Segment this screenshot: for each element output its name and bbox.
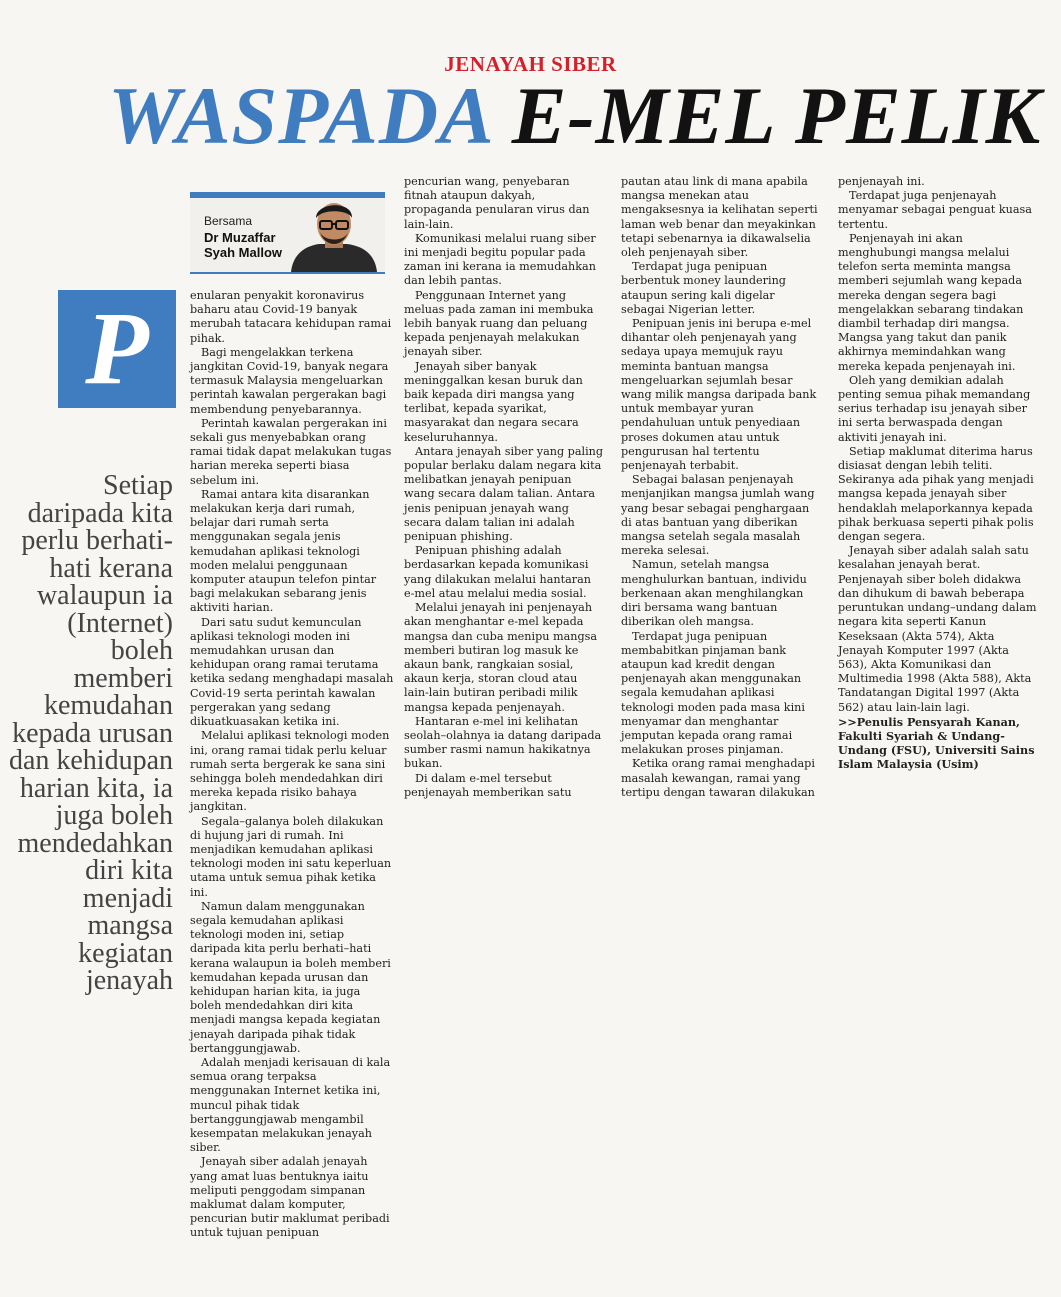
byline-box bbox=[190, 192, 385, 274]
article-paragraph: Terdapat juga penjenayah menyamar sebagai penguat kuasa tertentu. bbox=[838, 189, 1032, 231]
article-paragraph: pautan atau link di mana apabila mangsa menekan atau mengaksesnya ia kelihatan seperti laman web benar dan meyakinkan tetapi sebenarnya ia dikawalselia oleh penjenayah siber. bbox=[621, 175, 818, 260]
article-paragraph: Jenayah siber adalah salah satu kesalahan jenayah berat. Penjenayah siber boleh didakwa dan dihukum di bawah beberapa peruntukan undang–undang dalam negara kita seperti Kanun Keseksaan (Akta 574), Akta Jenayah Komputer 1997 (Akta 563), Akta Komunikasi dan Multimedia 1998 (Akta 588), Akta Tandatangan Digital 1997 (Akta 562) atau lain-lain lagi. bbox=[838, 544, 1037, 714]
article-column-3 bbox=[621, 175, 821, 800]
article-column-4 bbox=[838, 175, 1038, 772]
article-paragraph: Ramai antara kita disarankan melakukan kerja dari rumah, belajar dari rumah serta menggunakan segala jenis kemudahan aplikasi teknologi moden melalui penggunaan komputer ataupun telefon pintar bagi melakukan sebarang jenis aktiviti harian. bbox=[190, 487, 377, 615]
article-paragraph: Bagi mengelakkan terkena jangkitan Covid-19, banyak negara termasuk Malaysia mengeluarkan perintah kawalan pergerakan bagi membendung penyebarannya. bbox=[190, 345, 389, 416]
article-paragraph: Namun dalam menggunakan segala kemudahan aplikasi teknologi moden ini, setiap daripada kita perlu berhati–hati kerana walaupun ia boleh memberi kemudahan kepada urusan dan kehidupan harian kita, ia juga boleh mendedahkan diri kita menjadi mangsa kepada kegiatan jenayah daripada pihak tidak bertanggungjawab. bbox=[190, 899, 391, 1055]
article-paragraph: enularan penyakit koronavirus baharu atau Covid-19 banyak merubah tatacara kehidupan ramai pihak. bbox=[190, 289, 392, 345]
byline-prefix: Bersama bbox=[204, 214, 253, 228]
author-portrait-icon bbox=[283, 196, 383, 272]
pull-quote: Setiap daripada kita perlu berhati-hati kerana walaupun ia (Internet) boleh memberi kemudahan kepada urusan dan kehidupan harian kita, ia juga boleh mendedahkan diri kita menjadi mangsa kegiatan jenayah bbox=[8, 470, 173, 996]
article-paragraph: Oleh yang demikian adalah penting semua pihak memandang serius terhadap isu jenayah siber ini serta berwaspada dengan aktiviti jenayah ini. bbox=[838, 373, 1031, 444]
article-paragraph: Terdapat juga penipuan berbentuk money laundering ataupun sering kali digelar sebagai Nigerian letter. bbox=[621, 260, 786, 316]
article-paragraph: Ketika orang ramai menghadapi masalah kewangan, ramai yang tertipu dengan tawaran dilakukan bbox=[621, 757, 815, 799]
article-paragraph: Komunikasi melalui ruang siber ini menjadi begitu popular pada zaman ini kerana ia memudahkan dan lebih pantas. bbox=[404, 231, 596, 288]
headline-part2: E-MEL PELIK bbox=[511, 70, 1042, 161]
article-paragraph: Jenayah siber banyak meninggalkan kesan buruk dan baik kepada diri mangsa yang terlibat, kepada syarikat, masyarakat dan negara secara keseluruhannya. bbox=[404, 359, 583, 444]
article-paragraph: pencurian wang, penyebaran fitnah ataupun dakyah, propaganda penularan virus dan lain-lain. bbox=[404, 175, 590, 231]
article-paragraph: Dari satu sudut kemunculan aplikasi teknologi moden ini memudahkan urusan dan kehidupan orang ramai terutama ketika sedang menghadapi masalah Covid-19 serta perintah kawalan pergerakan yang sedang dikuatkuasakan ketika ini. bbox=[190, 615, 394, 729]
article-paragraph: Adalah menjadi kerisauan di kala semua orang terpaksa menggunakan Internet ketika ini, muncul pihak tidak bertanggungjawab mengambil kesempatan melakukan jenayah siber. bbox=[190, 1055, 391, 1155]
headline-part1: WASPADA bbox=[108, 70, 491, 161]
byline-author: Dr Muzaffar Syah Mallow bbox=[204, 230, 283, 260]
article-paragraph: Namun, setelah mangsa menghulurkan bantuan, individu berkenaan akan menghilangkan diri bersama wang bantuan diberikan oleh mangsa. bbox=[621, 558, 807, 629]
headline bbox=[108, 70, 1048, 161]
article-paragraph: Hantaran e-mel ini kelihatan seolah–olahnya ia datang daripada sumber rasmi namun hakikatnya bukan. bbox=[404, 714, 602, 771]
section-kicker: JENAYAH SIBER bbox=[444, 52, 617, 76]
article-column-2 bbox=[404, 175, 604, 800]
article-column-1 bbox=[190, 289, 395, 1241]
article-paragraph: Penjenayah ini akan menghubungi mangsa melalui telefon serta meminta mangsa memberi sejumlah wang kepada mereka dengan segera bagi mengelakkan sebarang tindakan diambil terhadap diri mangsa. Mangsa yang takut dan panik akhirnya memindahkan wang mereka kepada penjenayah ini. bbox=[838, 231, 1024, 373]
article-paragraph: Penipuan phishing adalah berdasarkan kepada komunikasi yang dilakukan melalui hantaran e-mel atau melalui media sosial. bbox=[404, 544, 591, 600]
article-paragraph: Melalui aplikasi teknologi moden ini, orang ramai tidak perlu keluar rumah serta bergerak ke sana sini sehingga boleh mendedahkan diri mereka kepada risiko bahaya jangkitan. bbox=[190, 729, 390, 814]
author-note: >>Penulis Pensyarah Kanan, Fakulti Syariah & Undang-Undang (FSU), Universiti Sains Islam Malaysia (Usim) bbox=[838, 714, 1035, 772]
article-paragraph: Perintah kawalan pergerakan ini sekali gus menyebabkan orang ramai tidak dapat melakukan tugas harian mereka seperti biasa sebelum ini. bbox=[190, 416, 392, 487]
drop-cap: P bbox=[58, 290, 176, 408]
article-paragraph: Segala–galanya boleh dilakukan di hujung jari di rumah. Ini menjadikan kemudahan aplikasi teknologi moden ini satu keperluan utama untuk semua pihak ketika ini. bbox=[190, 814, 392, 899]
article-paragraph: Penggunaan Internet yang meluas pada zaman ini membuka lebih banyak ruang dan peluang kepada penjenayah melakukan jenayah siber. bbox=[404, 288, 594, 359]
article-paragraph: Melalui jenayah ini penjenayah akan menghantar e-mel kepada mangsa dan cuba menipu mangsa memberi butiran log masuk ke akaun bank, rangkaian sosial, akaun kerja, storan cloud atau lain-lain butiran peribadi milik mangsa kepada penjenayah. bbox=[404, 601, 598, 714]
article-paragraph: Terdapat juga penipuan membabitkan pinjaman bank ataupun kad kredit dengan penjenayah akan menggunakan segala kemudahan aplikasi teknologi moden pada masa kini menyamar dan menghantar jemputan kepada orang ramai melakukan proses pinjaman. bbox=[621, 629, 805, 757]
article-paragraph: penjenayah ini. bbox=[838, 175, 925, 188]
article-paragraph: Di dalam e-mel tersebut penjenayah memberikan satu bbox=[404, 771, 572, 799]
article-paragraph: Jenayah siber adalah jenayah yang amat luas bentuknya iaitu meliputi penggodam simpanan maklumat dalam komputer, pencurian butir maklumat peribadi untuk tujuan penipuan bbox=[190, 1155, 390, 1240]
article-paragraph: Antara jenayah siber yang paling popular berlaku dalam negara kita melibatkan jenayah penipuan wang secara dalam talian. Antara jenis penipuan jenayah wang secara dalam talian ini adalah penipuan phishing. bbox=[404, 444, 604, 544]
article-paragraph: Sebagai balasan penjenayah menjanjikan mangsa jumlah wang yang besar sebagai penghargaan di atas bantuan yang diberikan mangsa setelah segala masalah mereka selesai. bbox=[621, 473, 815, 558]
article-paragraph: Penipuan jenis ini berupa e-mel dihantar oleh penjenayah yang sedaya upaya memujuk rayu meminta bantuan mangsa mengeluarkan sejumlah besar wang milik mangsa daripada bank untuk membayar yuran pendahuluan untuk penyediaan proses dokumen atau untuk pengurusan hal tertentu penjenayah terbabit. bbox=[621, 317, 817, 473]
article-paragraph: Setiap maklumat diterima harus disiasat dengan lebih teliti. Sekiranya ada pihak yang menjadi mangsa kepada jenayah siber hendaklah melaporkannya kepada pihak berkuasa seperti pihak polis dengan segera. bbox=[838, 444, 1034, 544]
